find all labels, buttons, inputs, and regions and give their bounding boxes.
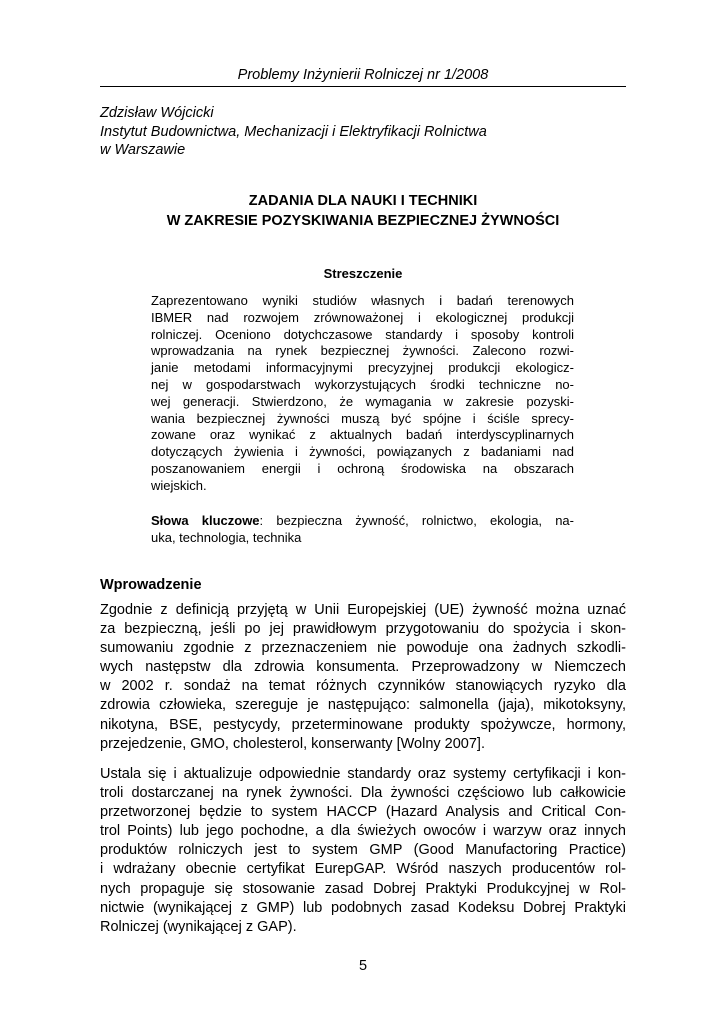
keywords-line: uka, technologia, technika bbox=[151, 529, 302, 545]
abstract-line: wiejskich. bbox=[151, 477, 207, 493]
abstract-line: zowane oraz wynikać z aktualnych badań interdyscyplinarnych bbox=[151, 427, 574, 443]
keywords-block bbox=[151, 513, 574, 547]
abstract-line: rolniczej. Oceniono dotychczasowe standardy i sposoby kontroli bbox=[151, 326, 574, 342]
abstract-line: wprowadzania na rynek bezpiecznej żywności. Zalecono rozwi- bbox=[151, 343, 574, 359]
paragraph-line: nych propaguje się stosowanie zasad Dobrej Praktyki Produkcyjnej w Rol- bbox=[100, 880, 626, 897]
abstract-heading: Streszczenie bbox=[323, 266, 403, 281]
paragraph-line: nictwie (wynikającej z GMP) lub podobnych zasad Kodeksu Dobrej Praktyki bbox=[100, 899, 626, 916]
page-number: 5 bbox=[358, 958, 368, 974]
paragraph-line: Ustala się i aktualizuje odpowiednie standardy oraz systemy certyfikacji i kon- bbox=[100, 766, 626, 782]
paragraph-line: produktów rolniczych jest to system GMP (Good Manufactoring Practice) bbox=[100, 842, 626, 859]
paragraph-line: nikotyna, BSE, pestycydy, przeterminowane produkty spożywcze, hormony, bbox=[100, 716, 626, 733]
abstract-line: wej generacji. Stwierdzono, że wymagania w zakresie pozyski- bbox=[151, 393, 574, 409]
paragraph-line: w 2002 r. sondaż na temat różnych czynników stanowiących ryzyko dla bbox=[100, 678, 626, 695]
paragraph-line: za bezpieczną, jeśli po jej prawidłowym przygotowaniu do spożycia i skon- bbox=[100, 621, 626, 638]
header-rule bbox=[100, 86, 626, 87]
keywords-line bbox=[151, 513, 574, 530]
author-affiliation: Instytut Budownictwa, Mechanizacji i Elektryfikacji Rolnictwa bbox=[100, 123, 487, 140]
abstract-line: wania bezpiecznej żywności muszą być spójne i ściśle sprecy- bbox=[151, 410, 574, 426]
paragraph-line: wych następstw dla zdrowia konsumenta. Przeprowadzony w Niemczech bbox=[100, 659, 626, 676]
paragraph-line: Zgodnie z definicją przyjętą w Unii Europejskiej (UE) żywność można uznać bbox=[100, 602, 626, 618]
author-name: Zdzisław Wójcicki bbox=[100, 105, 214, 121]
paragraph-line: przejedzenie, GMO, cholesterol, konserwanty [Wolny 2007]. bbox=[100, 735, 485, 752]
keywords-label: Słowa kluczowe bbox=[151, 513, 260, 528]
abstract-line: Zaprezentowano wyniki studiów własnych i badań terenowych bbox=[151, 293, 574, 308]
running-header: Problemy Inżynierii Rolniczej nr 1/2008 bbox=[237, 67, 489, 83]
section-heading: Wprowadzenie bbox=[100, 577, 202, 593]
paragraph bbox=[100, 601, 626, 754]
abstract-line: IBMER nad rozwojem zrównoważonej i ekologicznej produkcji bbox=[151, 309, 574, 325]
paragraph-line: troli dostarczanej na rynek żywności. Dla żywności częściowo lub całkowicie bbox=[100, 785, 626, 802]
abstract-line: poszanowaniem energii i ochroną środowiska na obszarach bbox=[151, 460, 574, 476]
paragraph bbox=[100, 765, 626, 937]
keywords-text: : bezpieczna żywność, rolnictwo, ekologia, na- bbox=[259, 513, 574, 528]
paragraph-line: trol Points) lub jego pochodne, a dla świeżych owoców i warzyw oraz innych bbox=[100, 823, 626, 840]
author-block bbox=[100, 104, 626, 160]
paragraph-line: Rolniczej (wynikającej z GAP). bbox=[100, 918, 297, 935]
abstract-line: nej w gospodarstwach wykorzystujących środki techniczne no- bbox=[151, 376, 574, 392]
paragraph-line: sumowaniu zgodnie z przeznaczeniem nie powoduje ona żadnych szkodli- bbox=[100, 640, 626, 657]
author-city: w Warszawie bbox=[100, 142, 186, 158]
paragraph-line: i wdrażany obecnie certyfikat EurepGAP. Wśród naszych producentów rol- bbox=[100, 861, 626, 878]
paragraph-line: zdrowia człowieka, szereguje je następująco: salmonella (jaja), mikotoksyny, bbox=[100, 697, 626, 714]
abstract-line: janie metodami informacyjnymi precyzyjnej produkcji ekologicz- bbox=[151, 360, 574, 376]
abstract-line: dotyczących żywienia i żywności, powiązanych z badaniami nad bbox=[151, 444, 574, 460]
title-line: ZADANIA DLA NAUKI I TECHNIKI bbox=[248, 193, 478, 209]
title-line: W ZAKRESIE POZYSKIWANIA BEZPIECZNEJ ŻYWNOŚCI bbox=[166, 212, 560, 229]
paragraph-line: przetworzonej będzie to system HACCP (Hazard Analysis and Critical Con- bbox=[100, 804, 626, 821]
abstract-text bbox=[151, 293, 574, 495]
paper-title bbox=[100, 192, 626, 231]
